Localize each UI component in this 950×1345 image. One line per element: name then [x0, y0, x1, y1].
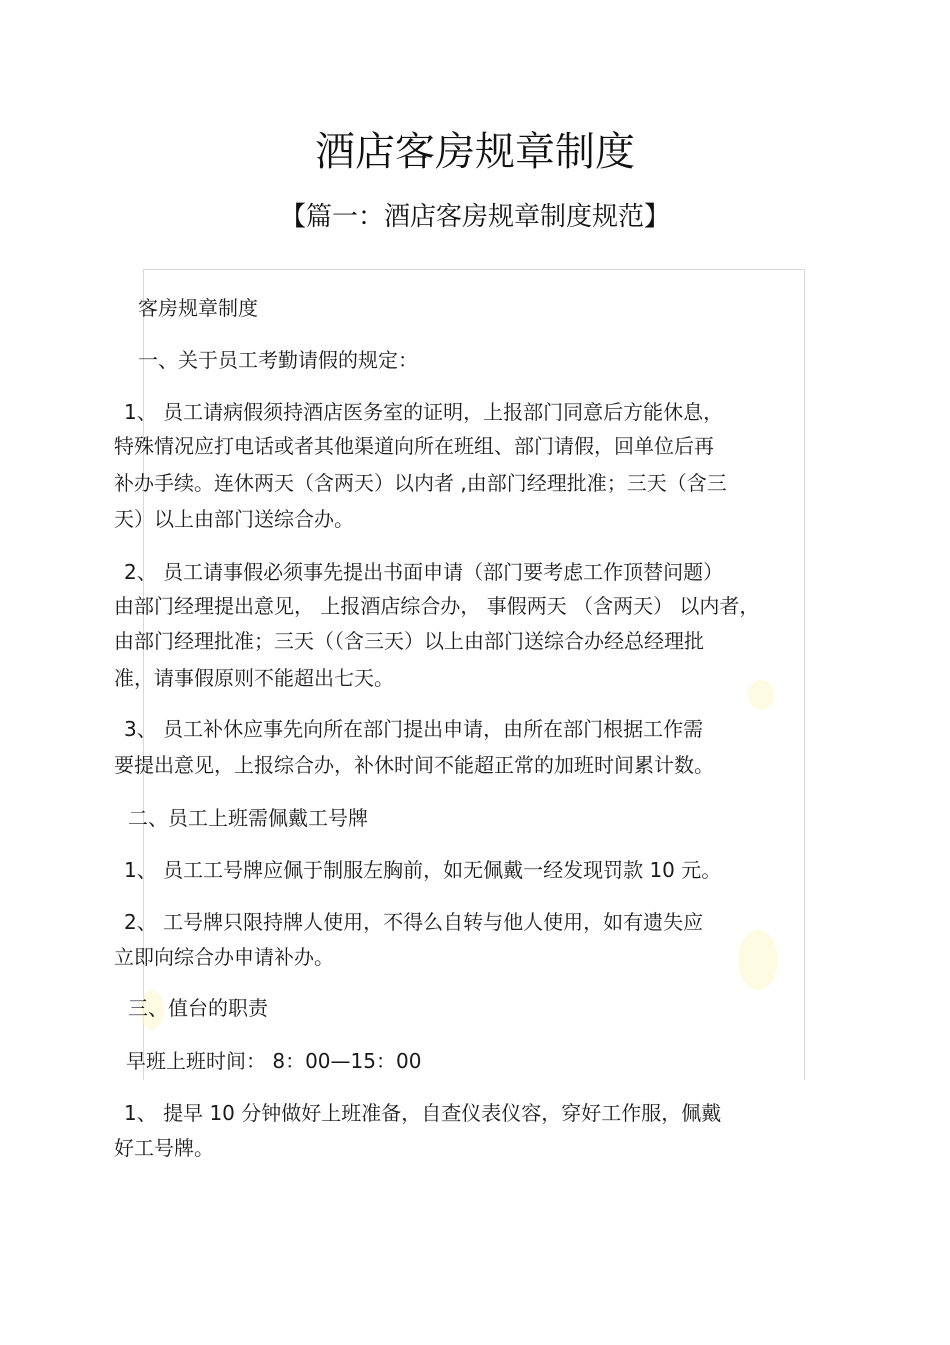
paragraph-line: 1、 员工工号牌应佩于制服左胸前，如无佩戴一经发现罚款 10 元。 [124, 858, 722, 882]
paragraph-line: 1、 员工请病假须持酒店医务室的证明，上报部门同意后方能休息， [124, 400, 724, 424]
paragraph-line: 早班上班时间： 8：00—15：00 [126, 1049, 422, 1073]
document-title: 酒店客房规章制度 [315, 129, 635, 175]
paragraph-line: 2、 员工请事假必须事先提出书面申请（部门要考虑工作顶替问题） [124, 560, 724, 584]
paragraph-line: 1、 提早 10 分钟做好上班准备，自查仪表仪容，穿好工作服，佩戴 [124, 1101, 722, 1125]
paragraph-line: 由部门经理批准；三天（（含三天）以上由部门送综合办经总经理批 [114, 629, 704, 653]
document-subtitle: 【篇一：酒店客房规章制度规范】 [279, 202, 670, 232]
scan-blot [738, 930, 778, 990]
paragraph-line: 好工号牌。 [114, 1136, 214, 1160]
paragraph-line: 要提出意见，上报综合办，补休时间不能超正常的加班时间累计数。 [114, 753, 714, 777]
section-heading: 客房规章制度 [138, 296, 258, 320]
paragraph-line: 补办手续。连休两天（含两天）以内者 ,由部门经理批准；三天（含三 [114, 471, 727, 495]
paragraph-line: 2、 工号牌只限持牌人使用，不得么自转与他人使用，如有遗失应 [124, 910, 704, 934]
paragraph-line: 准，请事假原则不能超出七天。 [114, 666, 394, 690]
section-heading: 三、值台的职责 [128, 996, 268, 1020]
paragraph-line: 特殊情况应打电话或者其他渠道向所在班组、部门请假，回单位后再 [114, 434, 714, 458]
section-heading: 一、关于员工考勤请假的规定： [138, 348, 418, 372]
paragraph-line: 3、 员工补休应事先向所在部门提出申请，由所在部门根据工作需 [124, 717, 704, 741]
paragraph-line: 天）以上由部门送综合办。 [114, 507, 354, 531]
scan-blot [748, 680, 774, 710]
section-heading: 二、员工上班需佩戴工号牌 [128, 806, 368, 830]
paragraph-line: 由部门经理提出意见， 上报酒店综合办， 事假两天 （含两天） 以内者， [114, 594, 760, 618]
paragraph-line: 立即向综合办申请补办。 [114, 945, 334, 969]
